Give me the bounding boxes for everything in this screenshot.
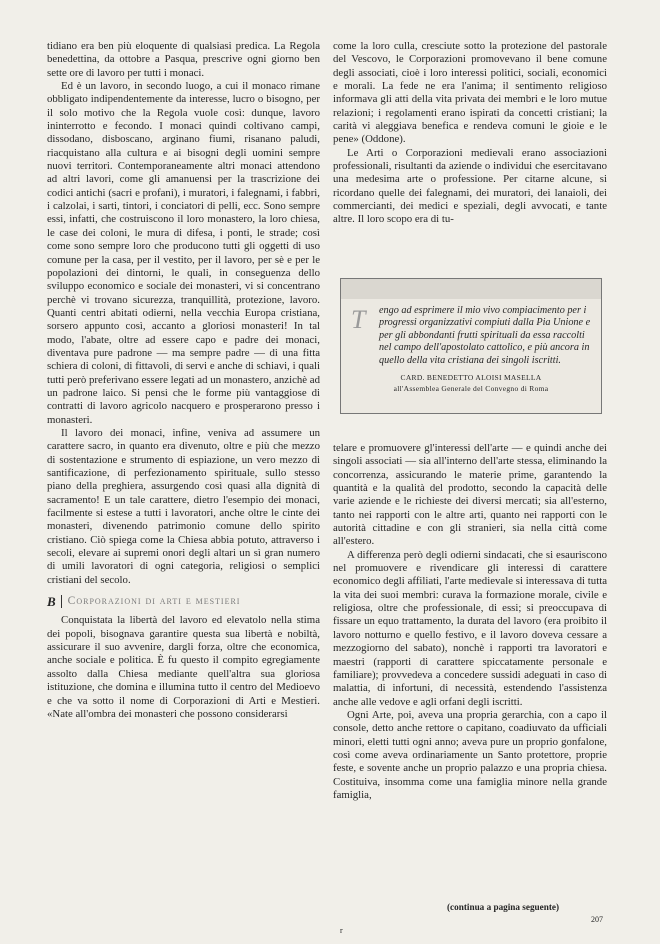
paragraph: A differenza però degli odierni sindacati, che si esauriscono nel promuovere e rivendicare gli interessi di carattere economico degli affiliati, l'arte medievale si interessava di tutta la vita dei suoi membri: curava la formazione morale, civile e religiosa, oltre che professionale, di essi; si preoccupava di fissare un equo trattamento, la durata del lavoro (era proibito il lavoro notturno e quello festivo, e il lavoro doveva cessare a mezzogiorno del sabato), nonchè i rapporti tra lavoratori e maestri (rapporti di carattere spiccatamente personale e familiare); provvedeva a concedere sussidi adeguati in caso di malattia, di infortuni, di necessità, estendendo l'assistenza anche alle vedove e agli orfani degli iscritti. [333, 548, 607, 708]
paragraph: Conquistata la libertà del lavoro ed elevatolo nella stima dei popoli, bisognava garantire questa sua libertà e nobiltà, assicurare il suo avvenire, dargli forza, oltre che economica, anche sociale e politica. È fu questo il compito egregiamente assolto dalla Chiesa mediante quell'altra sua gloriosa istituzione, che domina e illumina tutto il centro del Medioevo e che va sotto il nome di Corporazioni di Arti e Mestieri. «Nate all'ombra dei monasteri che possono considerarsi [47, 614, 320, 720]
left-column [47, 40, 320, 721]
quote-source: all'Assemblea Generale del Convegno di Roma [393, 384, 549, 394]
continued-note: (continua a pagina seguente) [447, 902, 560, 912]
section-heading [47, 595, 320, 608]
paragraph: Le Arti o Corporazioni medievali erano associazioni professionali, risultanti da aziende o individui che esercitavano una medesima arte o professione. Per citarne alcune, si ricordano quelle dei falegnami, dei muratori, dei lanaioli, dei commercianti, dei medici e speziali, degli avvocati, e tante altre. Il loro scopo era di tu- [333, 146, 607, 226]
quote-author-name: CARD. BENEDETTO ALOISI MASELLA [400, 373, 542, 383]
right-column-bottom [333, 442, 607, 802]
quote-dropcap: T [351, 305, 366, 334]
page-number: 207 [591, 915, 603, 924]
quote-text: engo ad esprimere il mio vivo compiacimento per i progressi organizzativi compiuti dalla Pia Unione e per gli abbondanti frutti spirituali da essa raccolti nel campo dell'apostolato cattolico, e più ancora in quello della vita cristiana dei singoli iscritti. [379, 305, 591, 366]
paragraph: tidiano era ben più eloquente di qualsiasi predica. La Regola benedettina, da ottobre a Pasqua, prescrive ogni giorno ben sette ore di lavoro per tutti i monaci. [47, 40, 320, 79]
paragraph: come la loro culla, cresciute sotto la protezione del pastorale del Vescovo, le Corporazioni promovevano il bene comune degli associati, cioè i loro interessi politici, sociali, economici e morali. La fede ne era l'anima; il sentimento religioso informava gli atti della vita privata dei membri e le loro mutue relazioni; i regolamenti erano ispirati da concetti cristiani; la carità vi aleggiava benefica e rendeva comuni le gioie e le pene» (Oddone). [333, 40, 607, 146]
paragraph: Ogni Arte, poi, aveva una propria gerarchia, con a capo il console, detto anche rettore o capitano, coadiuvato da ufficiali minori, eletti tutti ogni anno; aveva pure un proprio gonfalone, così come aveva ordinariamente un Santo protettore, proprie feste, e sovente anche un proprio palazzo e una propria chiesa. Costituiva, insomma come una famiglia minore nella grande famiglia, [333, 708, 607, 801]
section-title: Corporazioni di arti e mestieri [67, 595, 241, 608]
section-letter: B [47, 595, 62, 608]
quote-author [349, 372, 593, 394]
paragraph: Ed è un lavoro, in secondo luogo, a cui il monaco rimane obbligato indipendentemente da interesse, lucro o bisogno, per il solo motivo che la Regola vuole così: dunque, lavoro ininterrotto e fecondo. I monaci quindi coltivano campi, dissodano, disboscano, arginano fiumi, risanano paludi, riacquistano alla cultura e ai bisogni degli uomini sempre nuovi territori. Contemporaneamente altri monaci attendono ad altri lavori, come gli amanuensi per la trascrizione dei codici antichi (sacri e profani), i muratori, i falegnami, i fabbri, i calzolai, i sarti, tintori, i conciatori di pelli, ecc. Sono sempre essi, infatti, che costruiscono il loro monastero, la loro chiesa, le case dei coloni, le mura di difesa, i ponti, le strade; così come sono sempre loro che producono tutti gli oggetti di uso comune per la casa, per il vestito, per il lavoro, per sè e per le popolazioni dei dintorni, le quali, in conseguenza dello sviluppo economico e sociale dei monasteri, vi si concentrano perchè vi trovano sicurezza, tranquillità, protezione, lavoro. Quanti centri abitati odierni, nella vecchia Europa cristiana, sorsero appunto così, accanto a gloriosi monasteri! In tal modo, l'abate, oltre ad essere capo e padre dei monaci, diventava pure padrone — ma sempre padre — di una fitta schiera di coloni, di fittavoli, di servi e anche di schiavi, i quali tutti però preferivano essere legati ad un monastero, anzichè ad un padrone laico. Si pensi che le forme più vantaggiose di contratti di lavoro agricolo nacquero e prosperarono presso i monasteri. [47, 80, 320, 426]
print-mark: r [340, 926, 343, 935]
quote-box [340, 278, 602, 414]
paragraph: telare e promuovere gl'interessi dell'arte — e quindi anche dei singoli associati — sia all'interno dell'arte stessa, eliminando la concorrenza, assicurando le materie prime, garantendo la quantità e la qualità del prodotto, secondo la capacità delle varie aziende e le richieste dei diversi mercati; sia all'esterno, tanto nei rapporti con le altre arti, quanto nei rapporti con le autorità cittadine e con gli stranieri, sia nella città come all'estero. [333, 442, 607, 548]
decorative-band [341, 279, 601, 299]
right-column-top [333, 40, 607, 227]
paragraph: Il lavoro dei monaci, infine, veniva ad assumere un carattere sacro, in quanto era divenuto, oltre e più che mezzo di sostentazione e strumento di espiazione, un vero mezzo di santificazione, di perfezionamento spirituale, sullo stesso piano della preghiera, assurgendo così quasi alla dignità di sacramento! E un tale carattere, dietro l'esempio dei monaci, facilmente si estese a tutti i lavoratori, anche oltre le cinte dei monasteri, divenendo patrimonio comune dello spirito cristiano. Ciò spiega come la Chiesa abbia potuto, attraverso i secoli, elevare ai supremi onori degli altari un sì gran numero di umili lavoratori di ogni categoria, religiosi o semplici cristiani del secolo. [47, 426, 320, 586]
